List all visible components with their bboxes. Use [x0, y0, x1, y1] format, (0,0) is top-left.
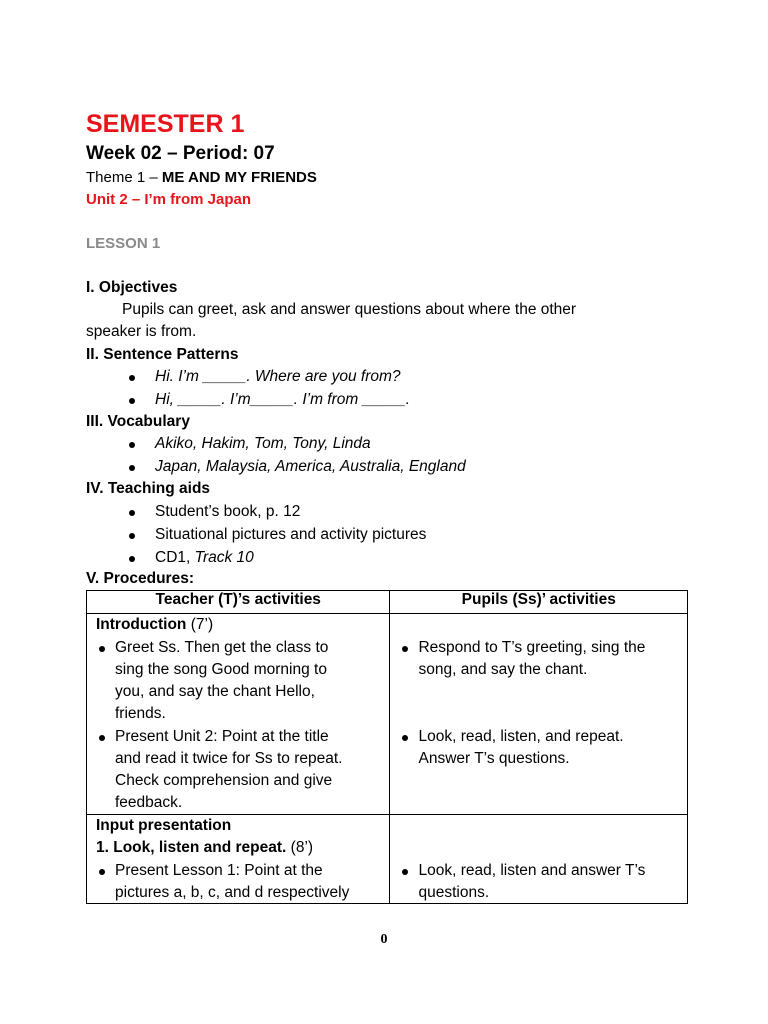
- objectives-heading: I. Objectives: [86, 279, 178, 296]
- bullet-icon: [129, 442, 135, 448]
- page-number: 0: [380, 932, 388, 947]
- procedures-heading: V. Procedures:: [86, 570, 194, 587]
- bullet-icon: [402, 735, 408, 741]
- vocabulary-item: Japan, Malaysia, America, Australia, England: [155, 458, 466, 475]
- intro-teacher-line: Check comprehension and give: [115, 772, 333, 789]
- input-teacher-line: pictures a, b, c, and d respectively: [115, 884, 350, 901]
- table-row: [87, 614, 688, 815]
- aids-item: Student’s book, p. 12: [155, 503, 301, 520]
- bullet-icon: [129, 375, 135, 381]
- input-time: (8’): [286, 839, 314, 856]
- bullet-icon: [129, 398, 135, 404]
- bullet-icon: [99, 869, 105, 875]
- pupils-cell-input: [390, 815, 688, 904]
- teacher-column-header: Teacher (T)’s activities: [87, 591, 390, 614]
- aids-cd-label: CD1,: [155, 549, 195, 566]
- intro-teacher-line: Greet Ss. Then get the class to: [115, 639, 329, 656]
- lesson-title: LESSON 1: [86, 235, 161, 252]
- week-period: Week 02 – Period: 07: [86, 143, 275, 164]
- intro-title: Introduction: [96, 616, 187, 633]
- input-pupils-line: questions.: [418, 884, 490, 901]
- bullet-icon: [129, 510, 135, 516]
- aids-heading: IV. Teaching aids: [86, 480, 211, 497]
- aids-item-cd: [155, 549, 254, 567]
- intro-pupils-line: Respond to T’s greeting, sing the: [418, 639, 646, 656]
- bullet-icon: [402, 646, 408, 652]
- input-subtitle-line: [96, 839, 313, 857]
- pattern-item: Hi, _____. I’m_____. I’m from _____.: [155, 391, 411, 408]
- bullet-icon: [129, 533, 135, 539]
- teacher-cell-input: [87, 815, 390, 904]
- patterns-heading: II. Sentence Patterns: [86, 346, 239, 363]
- intro-pupils-line: Answer T’s questions.: [418, 750, 570, 767]
- input-teacher-line: Present Lesson 1: Point at the: [115, 862, 323, 879]
- intro-teacher-line: you, and say the chant Hello,: [115, 683, 315, 700]
- intro-teacher-line: Present Unit 2: Point at the title: [115, 728, 329, 745]
- input-subtitle: 1. Look, listen and repeat.: [96, 839, 287, 856]
- pattern-item: Hi. I’m _____. Where are you from?: [155, 368, 401, 385]
- theme-line: [86, 169, 317, 186]
- intro-teacher-line: and read it twice for Ss to repeat.: [115, 750, 343, 767]
- procedures-table: [86, 590, 688, 904]
- bullet-icon: [402, 869, 408, 875]
- teacher-cell-intro: [87, 614, 390, 815]
- bullet-icon: [129, 556, 135, 562]
- intro-teacher-line: feedback.: [115, 794, 183, 811]
- pupils-column-header: Pupils (Ss)’ activities: [390, 591, 688, 614]
- intro-teacher-line: friends.: [115, 705, 166, 722]
- pupils-cell-intro: [390, 614, 688, 815]
- aids-item: Situational pictures and activity pictures: [155, 526, 427, 543]
- intro-time: (7’): [186, 616, 214, 633]
- semester-title: SEMESTER 1: [86, 110, 245, 138]
- bullet-icon: [99, 646, 105, 652]
- intro-pupils-line: Look, read, listen, and repeat.: [418, 728, 624, 745]
- bullet-icon: [99, 735, 105, 741]
- intro-pupils-line: song, and say the chant.: [418, 661, 588, 678]
- bullet-icon: [129, 465, 135, 471]
- theme-name: ME AND MY FRIENDS: [161, 169, 317, 186]
- objectives-text-line-1: Pupils can greet, ask and answer questions about where the other: [122, 301, 577, 318]
- unit-title: Unit 2 – I’m from Japan: [86, 191, 252, 208]
- table-header-row: [87, 591, 688, 614]
- input-title: Input presentation: [96, 817, 232, 834]
- intro-teacher-line: sing the song Good morning to: [115, 661, 327, 678]
- aids-track-label: Track 10: [194, 549, 254, 566]
- vocabulary-item: Akiko, Hakim, Tom, Tony, Linda: [155, 435, 371, 452]
- theme-prefix: Theme 1 –: [86, 169, 162, 186]
- objectives-text-line-2: speaker is from.: [86, 323, 197, 340]
- table-row: [87, 815, 688, 904]
- input-pupils-line: Look, read, listen and answer T’s: [418, 862, 646, 879]
- vocabulary-heading: III. Vocabulary: [86, 413, 190, 430]
- intro-title-line: [96, 616, 213, 634]
